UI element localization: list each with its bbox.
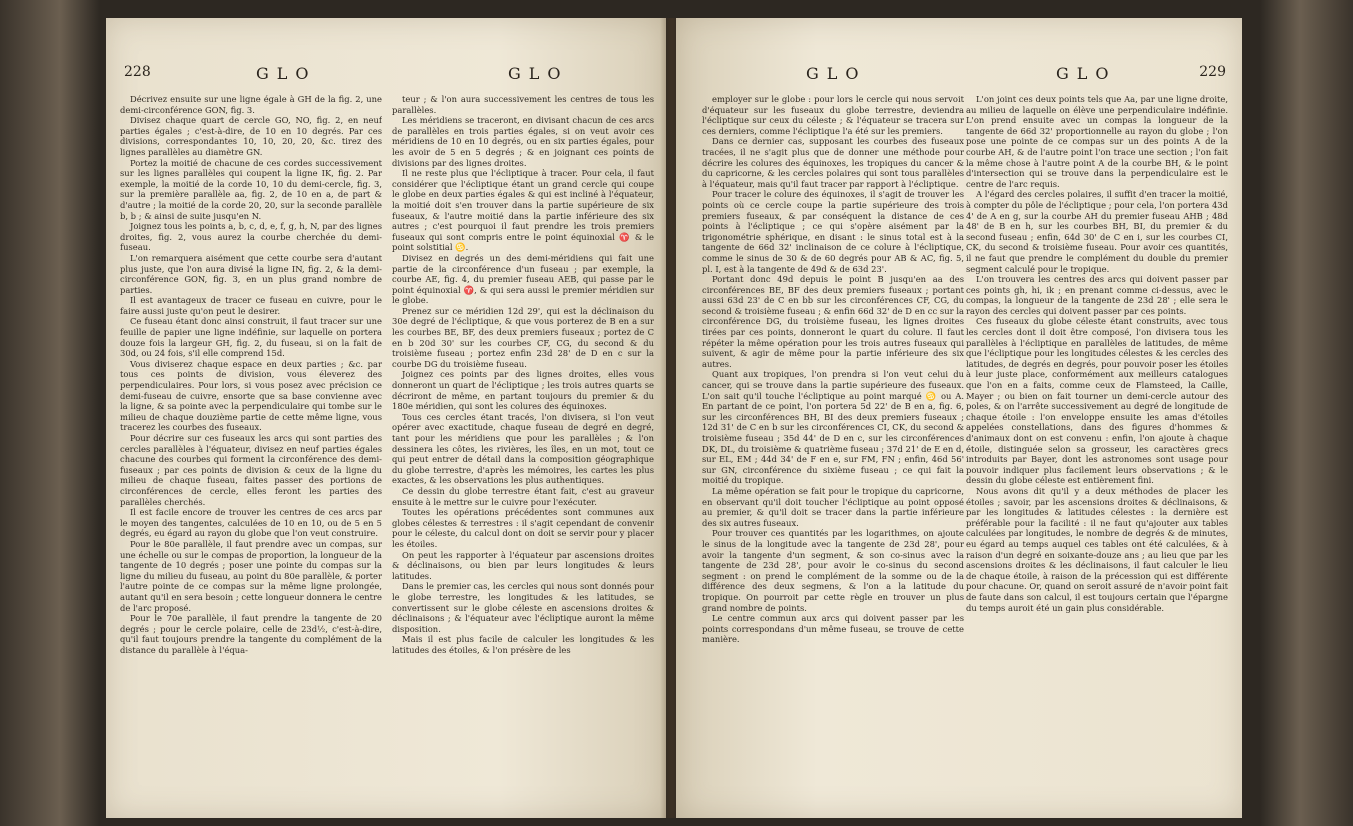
paragraph: Ces fuseaux du globe céleste étant construits, avec tous les cercles dont il doit être composé, l'on divisera tous les parallèles à l'écliptique en parallèles de latitudes, de même que l'écliptique pour les longitudes célestes & les cercles des latitudes, de degrés en degrés, pour pouvoir poser les étoiles à leur juste place, conformément aux meilleurs catalogues que l'on en a faits, comme ceux de Flamsteed, la Caille, Mayer ; ou bien on fait tourner un demi-cercle autour des poles, & on l'arrête successivement au degré de longitude de chaque étoile : l'on enveloppe ensuite les amas d'étoiles appelées constellations, dans des figures d'hommes & d'animaux dont on est convenu : enfin, l'on ajoute à chaque étoile, distinguée selon sa grosseur, les caractères grecs introduits par Bayer, dont les astronomes sont usage pour pouvoir indiquer plus facilement leurs observations ; & le dessin du globe céleste est entièrement fini. <box>966 316 1228 486</box>
right-running-head <box>676 64 1242 86</box>
paragraph: Joignez ces points par des lignes droites, elles vous donneront un quart de l'écliptique ; les trois autres quarts se décriront de même, en partant toujours du premier & du 180e méridien, qui sont les colures des équinoxes. <box>392 369 654 412</box>
paragraph: Portez la moitié de chacune de ces cordes successivement sur les lignes parallèles qui coupent la ligne IK, fig. 2. Par exemple, la moitié de la corde 10, 10 du demi-cercle, fig. 3, sur la première parallèle aa, fig. 2, de 10 en a, de part & d'autre ; la moitié de la corde 20, 20, sur la seconde parallèle b, b ; & ainsi de suite jusqu'en N. <box>120 157 382 221</box>
paragraph: Pour décrire sur ces fuseaux les arcs qui sont parties des cercles parallèles à l'équateur, divisez en neuf parties égales chacune des courbes qui forment la circonférence des demi-fuseaux ; par ces points de division & ceux de la ligne du milieu de chaque fuseau, faites passer des portions de circonférences de cercle, elles feront les parties des parallèles cherchés. <box>120 433 382 507</box>
left-column-2 <box>392 94 654 804</box>
paragraph: Joignez tous les points a, b, c, d, e, f, g, h, N, par des lignes droites, fig. 2, vous aurez la courbe cherchée du demi-fuseau. <box>120 221 382 253</box>
right-head-word-2: GLO <box>1056 64 1117 83</box>
paragraph: Ce dessin du globe terrestre étant fait, c'est au graveur ensuite à le mettre sur le cuivre pour l'exécuter. <box>392 485 654 507</box>
paragraph: L'on joint ces deux points tels que Aa, par une ligne droite, au milieu de laquelle on élève une perpendiculaire indéfinie. L'on prend ensuite avec un compas la longueur de la tangente de 66d 32' proportionnelle au rayon du globe ; l'on pose une pointe de ce compas sur un des points A de la courbe AH, & de l'autre point l'on trace une section ; l'on fait la même chose à l'autre point A de la courbe BH, & le point d'intersection qui se trouve dans la perpendiculaire est le centre de l'arc requis. <box>966 94 1228 189</box>
paragraph: Ce fuseau étant donc ainsi construit, il faut tracer sur une feuille de papier une ligne indéfinie, sur laquelle on portera douze fois la largeur GH, fig. 2, du fuseau, si on la fait de 30d, ou 24 fois, s'il elle comprend 15d. <box>120 316 382 359</box>
paragraph: Prenez sur ce méridien 12d 29', qui est la déclinaison du 30e degré de l'écliptique, & que vous porterez de B en a sur les courbes BE, BF, des deux premiers fuseaux ; portez de C en b 20d 30' sur les courbes CF, CG, du second & du troisième fuseau ; portez enfin 23d 28' de D en c sur la courbe DG du troisième fuseau. <box>392 305 654 369</box>
left-page-number: 228 <box>124 64 151 80</box>
left-running-head <box>106 64 666 86</box>
paragraph: Il est facile encore de trouver les centres de ces arcs par le moyen des tangentes, calculées de 10 en 10, ou de 5 en 5 degrés, eu égard au rayon du globe que l'on veut construire. <box>120 507 382 539</box>
paragraph: Décrivez ensuite sur une ligne égale à GH de la fig. 2, une demi-circonférence GON, fig. 3. <box>120 94 382 115</box>
right-column-1 <box>702 94 964 804</box>
paragraph: Vous diviserez chaque espace en deux parties ; &c. par tous ces points de division, vous éleverez des perpendiculaires. Pour lors, si vous posez avec précision ce demi-fuseau de cuivre, ensorte que sa base convienne avec la ligne, & sa pointe avec la perpendiculaire qui tombe sur le milieu de chaque douzième partie de cette même ligne, vous tracerez les courbes des fuseaux. <box>120 358 382 433</box>
paragraph: Dans le premier cas, les cercles qui nous sont donnés pour le globe terrestre, les longitudes & les latitudes, se convertissent sur le globe céleste en ascensions droites & déclinaisons ; & l'équateur avec l'écliptique auront la même disposition. <box>392 581 654 634</box>
paragraph: Le centre commun aux arcs qui doivent passer par les points correspondans d'un même fuseau, se trouve de cette manière. <box>702 613 964 645</box>
left-head-word-1: GLO <box>256 64 317 83</box>
paragraph: A l'égard des cercles polaires, il suffit d'en tracer la moitié, à compter du pôle de l'écliptique ; pour cela, l'on portera 43d 4' de A en g, sur la courbe AH du premier fuseau AHB ; 48d 48' de B en h, sur les courbes BH, BI, du premier & du second fuseau ; enfin, 64d 30' de C en i, sur les courbes CI, CK, du second & troisième fuseau. Pour avoir ces quantités, il ne faut que prendre le complément du double du premier segment calculé pour le tropique. <box>966 189 1228 274</box>
paragraph: employer sur le globe : pour lors le cercle qui nous servoit d'équateur sur les fuseaux du globe terrestre, deviendra l'écliptique sur ceux du céleste ; & l'équateur se tracera sur ces derniers, comme l'écliptique l'a été sur les premiers. <box>702 94 964 136</box>
paragraph: Dans ce dernier cas, supposant les courbes des fuseaux tracées, il ne s'agit plus que de donner une méthode pour décrire les colures des équinoxes, les tropiques du cancer & du capricorne, & les cercles polaires qui sont tous parallèles à l'équateur, mais qu'il faut tracer par rapport à l'écliptique. <box>702 136 964 189</box>
right-page-number: 229 <box>1199 64 1226 80</box>
left-page <box>106 18 666 818</box>
left-page-columns <box>120 94 654 804</box>
paragraph: Tous ces cercles étant tracés, l'on divisera, si l'on veut opérer avec exactitude, chaque fuseau de degré en degré, tant pour les méridiens que pour les parallèles ; & l'on dessinera les côtes, les rivières, les îles, en un mot, tout ce qui peut entrer de détail dans la composition géographique du globe terrestre, d'après les mémoires, les cartes les plus exactes, & les observations les plus authentiques. <box>392 411 654 486</box>
right-page-columns <box>702 94 1228 804</box>
paragraph: L'on trouvera les centres des arcs qui doivent passer par ces points gh, hi, ik ; en prenant comme ci-dessus, avec le compas, la longueur de la tangente de 23d 28' ; elle sera le rayon des cercles qui doivent passer par ces points. <box>966 274 1228 316</box>
paragraph: Portant donc 49d depuis le point B jusqu'en aa des circonférences BE, BF des deux premiers fuseaux ; portant aussi 63d 23' de C en bb sur les circonférences CF, CG, du second & troisième fuseau ; & enfin 66d 32' de D en cc sur la circonférence DG, du troisième fuseau, les lignes droites tirées par ces points, donneront le quart du colure. Il faut répéter la même opération pour les trois autres fuseaux qui suivent, & agir de même pour la partie inférieure des six autres. <box>702 274 964 369</box>
right-column-2 <box>966 94 1228 804</box>
paragraph: L'on remarquera aisément que cette courbe sera d'autant plus juste, que l'on aura divisé la ligne IN, fig. 2, & la demi-circonférence GON, fig. 3, en un plus grand nombre de parties. <box>120 252 382 295</box>
paragraph: Pour tracer le colure des équinoxes, il s'agit de trouver les points où ce cercle coupe la partie supérieure des trois premiers fuseaux, & par conséquent la distance de ces points à l'écliptique ; ce qui s'opère aisément par la trigonométrie sphérique, en disant : le sinus total est à la tangente de 66d 32' inclinaison de ce colure à l'écliptique, comme le sinus de 30 & de 60 degrés pour AB & AC, fig. 5, pl. I, est à la tangente de 49d & de 63d 23'. <box>702 189 964 274</box>
paragraph: Pour le 70e parallèle, il faut prendre la tangente de 20 degrés ; pour le cercle polaire, celle de 23d½, c'est-à-dire, qu'il faut toujours prendre la tangente du complément de la distance du parallèle à l'équa- <box>120 613 382 655</box>
right-page <box>676 18 1242 818</box>
paragraph: Divisez chaque quart de cercle GO, NO, fig. 2, en neuf parties égales ; c'est-à-dire, de 10 en 10 degrés. Par ces divisions, correspondantes 10, 10, 20, 20, &c. tirez des lignes parallèles au diamètre GN. <box>120 115 382 157</box>
paragraph: Quant aux tropiques, l'on prendra si l'on veut celui du cancer, qui se trouve dans la partie supérieure des fuseaux. L'on sait qu'il touche l'écliptique au point marqué ♋ ou A. En partant de ce point, l'on portera 5d 22' de B en a, fig. 6, sur les circonférences BH, BI des deux premiers fuseaux ; 12d 31' de C en b sur les circonférences CI, CK, du second & troisième fuseau ; 35d 44' de D en c, sur les circonférences DK, DL, du troisième & quatrième fuseau ; 37d 21' de E en d, sur EL, EM ; 44d 34' de F en e, sur FM, FN ; enfin, 46d 56' sur GN, circonférence du sixième fuseau ; ce qui fait la moitié du tropique. <box>702 369 964 486</box>
paragraph: Les méridiens se traceront, en divisant chacun de ces arcs de parallèles en trois parties égales, si on veut avoir ces méridiens de 10 en 10 degrés, ou en six parties égales, pour les avoir de 5 en 5 degrés ; & en joignant ces points de divisions par des lignes droites. <box>392 115 654 168</box>
paragraph: Toutes les opérations précédentes sont communes aux globes célestes & terrestres : il s'agit cependant de convenir pour le céleste, du calcul dont on doit se servir pour y placer les étoiles. <box>392 507 654 549</box>
paragraph: Il est avantageux de tracer ce fuseau en cuivre, pour le faire aussi juste qu'on peut le desirer. <box>120 295 382 316</box>
paragraph: Pour le 80e parallèle, il faut prendre avec un compas, sur une échelle ou sur le compas de proportion, la longueur de la tangente de 10 degrés ; poser une pointe du compas sur la ligne du milieu du fuseau, au point du 80e parallèle, & porter l'autre pointe de ce compas sur la même ligne prolongée, autant qu'il en sera besoin ; cette longueur donnera le centre de l'arc proposé. <box>120 538 382 613</box>
paragraph: Pour trouver ces quantités par les logarithmes, on ajoute le sinus de la longitude avec la tangente de 23d 28', pour avoir la tangente d'un segment, & son co-sinus avec la tangente de 23d 28', pour avoir le co-sinus du second segment : on prend le complément de la somme ou de la différence des deux segmens, & l'on a la latitude du tropique. On pourroit par cette règle en trouver un plus grand nombre de points. <box>702 528 964 613</box>
paragraph: Il ne reste plus que l'écliptique à tracer. Pour cela, il faut considérer que l'écliptique étant un grand cercle qui coupe le globe en deux parties égales & qui est incliné à l'équateur, la moitié doit s'en trouver dans la partie supérieure de six fuseaux, & l'autre moitié dans la partie inférieure des six autres ; c'est pourquoi il faut prendre les trois premiers fuseaux qui sont compris entre le point équinoxial ♈ & le point solstitial ♋. <box>392 168 654 253</box>
paragraph: teur ; & l'on aura successivement les centres de tous les parallèles. <box>392 94 654 115</box>
paragraph: On peut les rapporter à l'équateur par ascensions droites & déclinaisons, ou bien par leurs longitudes & leurs latitudes. <box>392 549 654 581</box>
paragraph: Nous avons dit qu'il y a deux méthodes de placer les étoiles ; savoir, par les ascensions droites & déclinaisons, & par les longitudes & latitudes célestes : la dernière est préférable pour la facilité : il ne faut qu'ajouter aux tables calculées par longitudes, le nombre de degrés & de minutes, eu égard au temps auquel ces tables ont été calculées, & à raison d'un degré en soixante-douze ans ; au lieu que par les ascensions droites & les déclinaisons, il faut calculer le lieu de chaque étoile, à raison de la précession qui est différente pour chacune. Or, quand on seroit assuré de n'avoir point fait de faute dans son calcul, il est toujours certain que l'épargne du temps auroit été un gain plus considérable. <box>966 485 1228 613</box>
right-head-word-1: GLO <box>806 64 867 83</box>
paragraph: Divisez en degrés un des demi-méridiens qui fait une partie de la circonférence d'un fuseau ; par exemple, la courbe AE, fig. 4, du premier fuseau AEB, qui passe par le point équinoxial ♈, & qui sera aussi le premier méridien sur le globe. <box>392 252 654 306</box>
paragraph: La même opération se fait pour le tropique du capricorne, en observant qu'il doit toucher l'écliptique au point opposé au premier, & qu'il doit se tracer dans la partie inférieure des six autres fuseaux. <box>702 485 964 528</box>
paragraph: Mais il est plus facile de calculer les longitudes & les latitudes des étoiles, & l'on présère de les <box>392 634 654 655</box>
left-column-1 <box>120 94 382 804</box>
left-head-word-2: GLO <box>508 64 569 83</box>
